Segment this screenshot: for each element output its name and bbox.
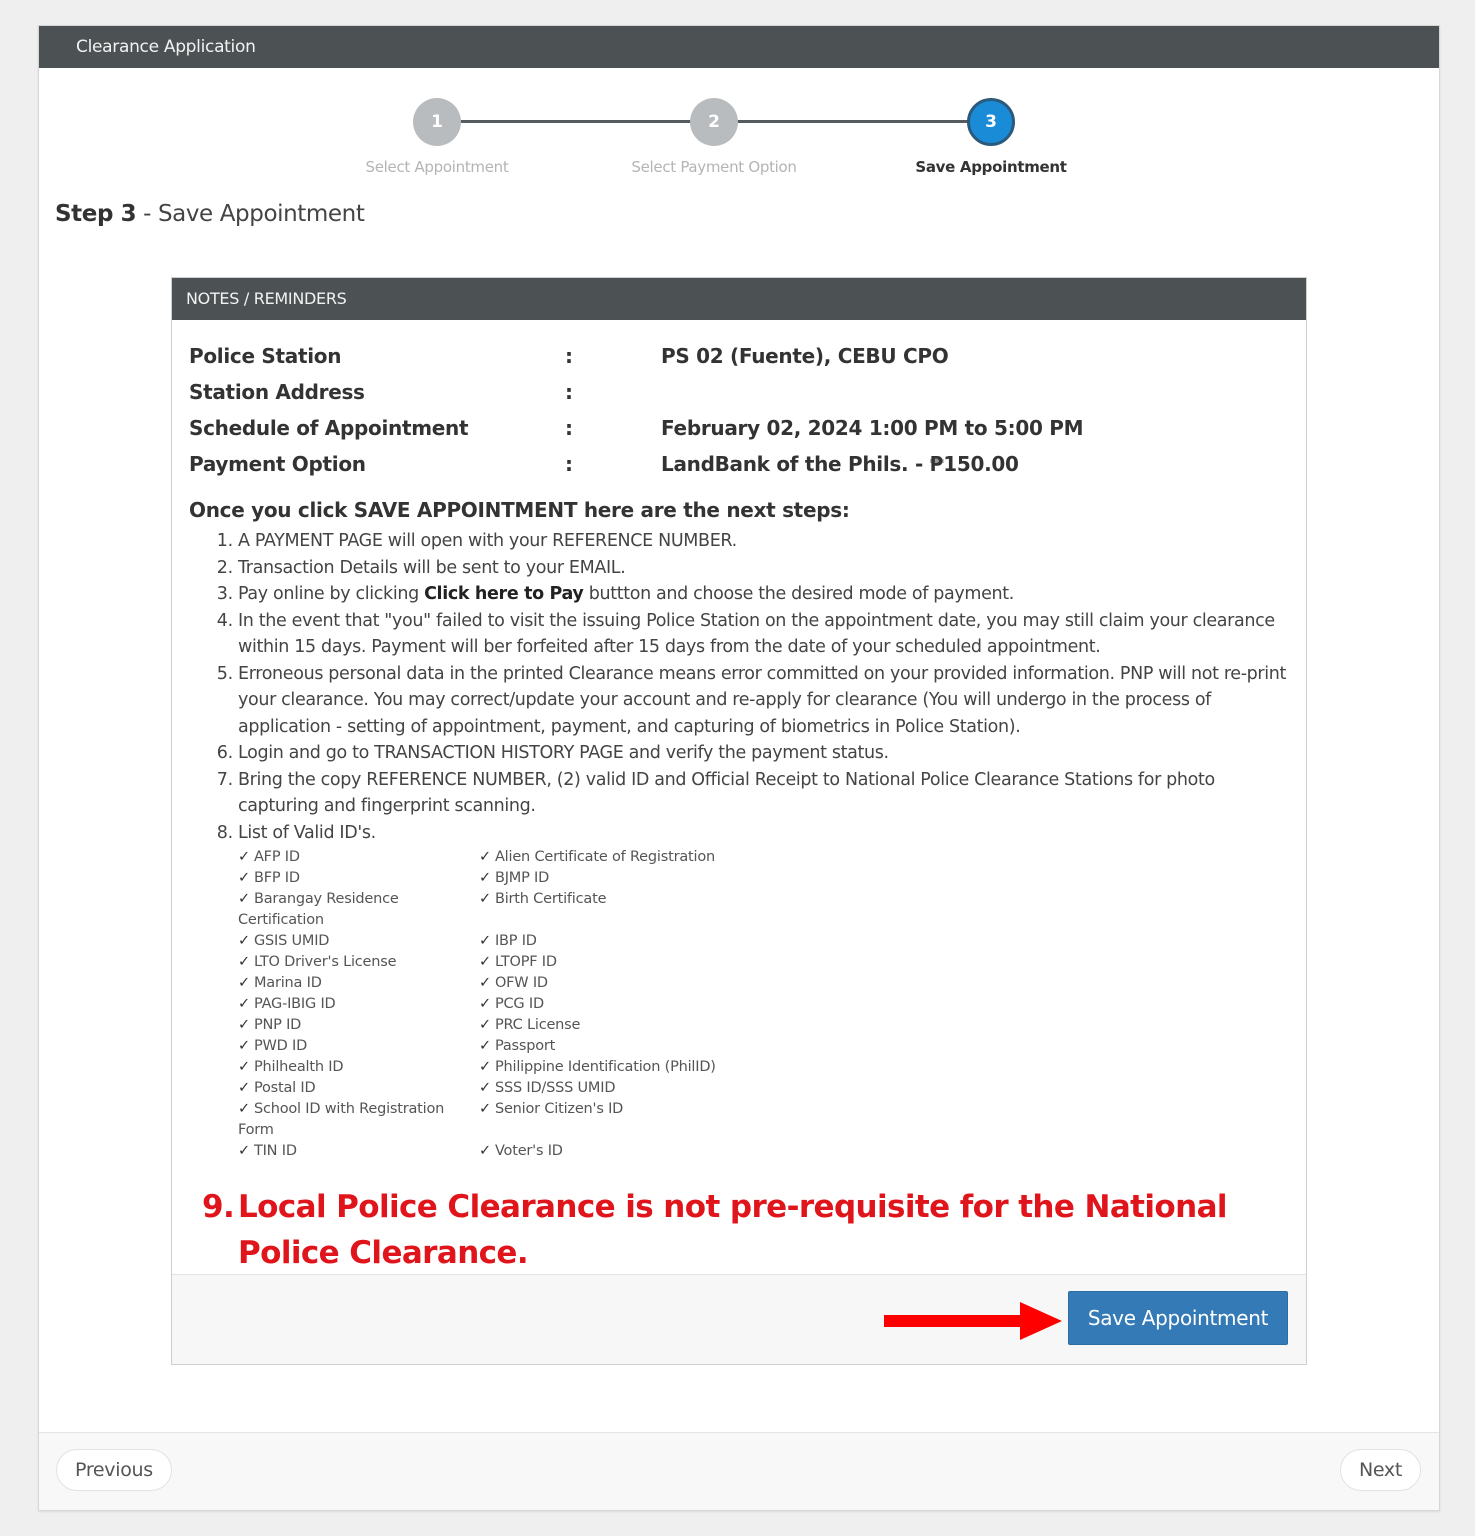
important-note xyxy=(202,1184,1289,1276)
click-here-to-pay-emphasis: Click here to Pay xyxy=(424,584,584,604)
valid-id-item xyxy=(238,1015,479,1036)
step-text: buttton and choose the desired mode of payment. xyxy=(583,584,1014,604)
valid-id-label: BFP ID xyxy=(253,870,300,886)
notes-panel xyxy=(171,277,1307,1365)
valid-id-label: School ID with Registration Form xyxy=(238,1101,445,1138)
page-title xyxy=(55,201,364,227)
important-note-number: 9. xyxy=(202,1189,235,1225)
valid-id-item xyxy=(479,1099,739,1141)
valid-id-item xyxy=(479,868,739,889)
detail-value: LandBank of the Phils. - ₱150.00 xyxy=(661,452,1019,476)
valid-id-item xyxy=(479,1078,739,1099)
valid-ids-list xyxy=(238,847,1289,1162)
detail-value: PS 02 (Fuente), CEBU CPO xyxy=(661,344,949,368)
step-name: - Save Appointment xyxy=(136,201,365,227)
red-arrow-right-icon xyxy=(884,1302,1062,1340)
step-number-badge: 2 xyxy=(690,98,738,146)
checkmark-icon: ✓ xyxy=(238,891,250,907)
wizard-step-1[interactable] xyxy=(337,98,537,176)
checkmark-icon: ✓ xyxy=(238,975,250,991)
valid-id-item xyxy=(479,1141,739,1162)
checkmark-icon: ✓ xyxy=(479,849,491,865)
valid-id-label: Voter's ID xyxy=(494,1143,563,1159)
next-step-item: 2. Transaction Details will be sent to your EMAIL. xyxy=(238,555,1289,582)
valid-id-label: GSIS UMID xyxy=(253,933,330,949)
detail-separator: : xyxy=(565,380,573,404)
valid-id-item xyxy=(479,1015,739,1036)
detail-row-station-address xyxy=(189,374,1289,410)
valid-id-label: Philhealth ID xyxy=(253,1059,344,1075)
checkmark-icon: ✓ xyxy=(479,1017,491,1033)
step-number-badge-active: 3 xyxy=(967,98,1015,146)
detail-row-payment-option xyxy=(189,446,1289,482)
checkmark-icon: ✓ xyxy=(479,870,491,886)
detail-label: Schedule of Appointment xyxy=(189,416,469,440)
checkmark-icon: ✓ xyxy=(238,1017,250,1033)
progress-wizard xyxy=(39,98,1439,188)
valid-id-label: PWD ID xyxy=(253,1038,308,1054)
checkmark-icon: ✓ xyxy=(479,975,491,991)
valid-id-item xyxy=(479,847,739,868)
checkmark-icon: ✓ xyxy=(238,870,250,886)
valid-id-item xyxy=(238,889,479,931)
checkmark-icon: ✓ xyxy=(479,954,491,970)
detail-separator: : xyxy=(565,344,573,368)
checkmark-icon: ✓ xyxy=(238,1038,250,1054)
valid-id-label: SSS ID/SSS UMID xyxy=(494,1080,616,1096)
valid-id-item xyxy=(238,1057,479,1078)
checkmark-icon: ✓ xyxy=(479,891,491,907)
checkmark-icon: ✓ xyxy=(479,1143,491,1159)
valid-id-label: Senior Citizen's ID xyxy=(494,1101,624,1117)
valid-id-label: TIN ID xyxy=(253,1143,297,1159)
checkmark-icon: ✓ xyxy=(238,933,250,949)
detail-label: Station Address xyxy=(189,380,365,404)
next-step-item: 7. Bring the copy REFERENCE NUMBER, (2) valid ID and Official Receipt to National Police Clearance Stations for photo capturing and fingerprint scanning. xyxy=(238,767,1289,820)
valid-id-label: Alien Certificate of Registration xyxy=(494,849,716,865)
checkmark-icon: ✓ xyxy=(238,1143,250,1159)
next-step-item: 6. Login and go to TRANSACTION HISTORY PAGE and verify the payment status. xyxy=(238,740,1289,767)
step-label: Select Appointment xyxy=(365,158,509,176)
valid-id-item xyxy=(238,847,479,868)
valid-id-label: Marina ID xyxy=(253,975,322,991)
step-number: Step 3 xyxy=(55,201,137,227)
next-step-item xyxy=(238,820,1289,1163)
valid-id-item xyxy=(479,952,739,973)
checkmark-icon: ✓ xyxy=(479,996,491,1012)
valid-id-item xyxy=(238,1099,479,1141)
wizard-navigation xyxy=(39,1432,1439,1510)
detail-row-police-station xyxy=(189,338,1289,374)
valid-id-item xyxy=(479,1057,739,1078)
valid-id-label: Philippine Identification (PhilID) xyxy=(494,1059,716,1075)
valid-id-item xyxy=(479,994,739,1015)
valid-id-label: Passport xyxy=(494,1038,556,1054)
valid-id-label: AFP ID xyxy=(253,849,300,865)
valid-id-label: OFW ID xyxy=(494,975,548,991)
checkmark-icon: ✓ xyxy=(479,1101,491,1117)
valid-id-item xyxy=(238,952,479,973)
next-button[interactable]: Next xyxy=(1340,1449,1421,1491)
next-step-item: 5. Erroneous personal data in the printed Clearance means error committed on your provided information. PNP will not re-print your clearance. You may correct/update your account and re-apply for clearance (You will undergo in the process of application - setting of appointment, payment, and capturing of biometrics in Police Station). xyxy=(238,661,1289,741)
valid-id-item xyxy=(479,973,739,994)
step-text: Pay online by clicking xyxy=(238,584,425,604)
valid-id-item xyxy=(479,931,739,952)
valid-id-label: PRC License xyxy=(494,1017,581,1033)
step-number-badge: 1 xyxy=(413,98,461,146)
checkmark-icon: ✓ xyxy=(238,954,250,970)
previous-button[interactable]: Previous xyxy=(56,1449,172,1491)
valid-id-item xyxy=(479,1036,739,1057)
next-steps-list xyxy=(189,528,1289,1162)
save-appointment-button[interactable]: Save Appointment xyxy=(1068,1291,1288,1345)
clearance-application-card xyxy=(38,25,1440,1511)
detail-separator: : xyxy=(565,416,573,440)
checkmark-icon: ✓ xyxy=(479,1059,491,1075)
valid-id-item xyxy=(238,994,479,1015)
next-step-item xyxy=(238,581,1289,608)
valid-id-label: Birth Certificate xyxy=(494,891,607,907)
checkmark-icon: ✓ xyxy=(238,849,250,865)
valid-id-item xyxy=(479,889,739,931)
detail-row-schedule xyxy=(189,410,1289,446)
checkmark-icon: ✓ xyxy=(238,1101,250,1117)
wizard-step-2[interactable] xyxy=(614,98,814,176)
notes-panel-body xyxy=(172,320,1306,1276)
checkmark-icon: ✓ xyxy=(479,1038,491,1054)
valid-id-label: IBP ID xyxy=(494,933,537,949)
wizard-step-3[interactable] xyxy=(891,98,1091,176)
next-step-item: 4. In the event that "you" failed to visit the issuing Police Station on the appointment date, you may still claim your clearance within 15 days. Payment will ber forfeited after 15 days from the date of your scheduled appointment. xyxy=(238,608,1289,661)
checkmark-icon: ✓ xyxy=(479,933,491,949)
valid-id-item xyxy=(238,1078,479,1099)
next-steps-heading: Once you click SAVE APPOINTMENT here are the next steps: xyxy=(189,498,850,522)
valid-id-label: Barangay Residence Certification xyxy=(238,891,399,928)
notes-panel-header: NOTES / REMINDERS xyxy=(172,278,1306,320)
detail-label: Payment Option xyxy=(189,452,366,476)
valid-id-label: LTOPF ID xyxy=(494,954,557,970)
valid-id-label: PCG ID xyxy=(494,996,544,1012)
checkmark-icon: ✓ xyxy=(479,1080,491,1096)
detail-separator: : xyxy=(565,452,573,476)
valid-id-item xyxy=(238,1141,479,1162)
valid-id-item xyxy=(238,931,479,952)
valid-id-item xyxy=(238,1036,479,1057)
detail-value: February 02, 2024 1:00 PM to 5:00 PM xyxy=(661,416,1084,440)
checkmark-icon: ✓ xyxy=(238,1059,250,1075)
valid-id-label: LTO Driver's License xyxy=(253,954,397,970)
checkmark-icon: ✓ xyxy=(238,1080,250,1096)
card-header: Clearance Application xyxy=(39,26,1439,68)
valid-id-item xyxy=(238,973,479,994)
checkmark-icon: ✓ xyxy=(238,996,250,1012)
valid-id-label: BJMP ID xyxy=(494,870,550,886)
step-label: Select Payment Option xyxy=(631,158,797,176)
notes-panel-footer xyxy=(172,1274,1306,1364)
valid-id-item xyxy=(238,868,479,889)
step-text: List of Valid ID's. xyxy=(238,822,376,843)
next-step-item: 1. A PAYMENT PAGE will open with your REFERENCE NUMBER. xyxy=(238,528,1289,555)
step-label-active: Save Appointment xyxy=(915,158,1067,176)
detail-label: Police Station xyxy=(189,344,342,368)
valid-id-label: PNP ID xyxy=(253,1017,302,1033)
valid-id-label: PAG-IBIG ID xyxy=(253,996,336,1012)
important-note-text: Local Police Clearance is not pre-requisite for the National Police Clearance. xyxy=(238,1189,1227,1271)
valid-id-label: Postal ID xyxy=(253,1080,316,1096)
